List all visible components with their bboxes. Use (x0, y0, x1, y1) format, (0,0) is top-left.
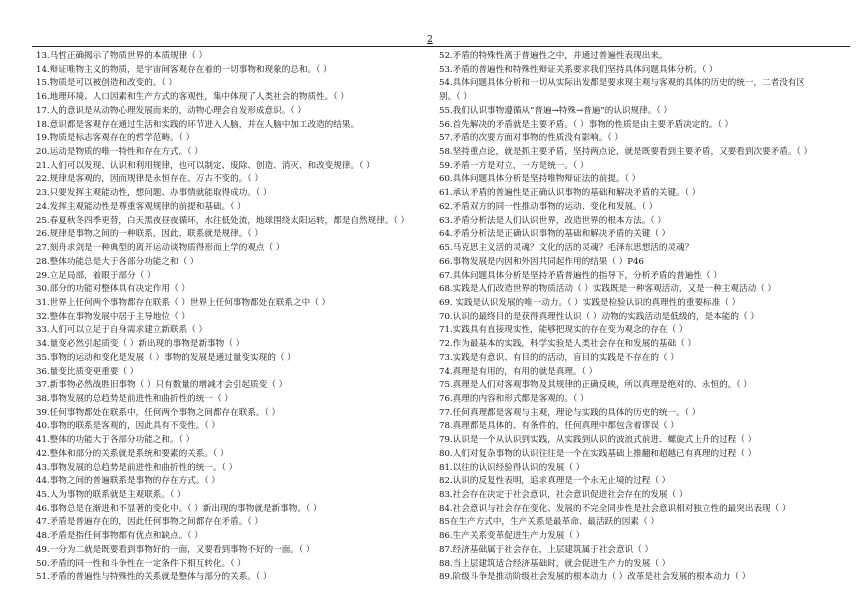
question-line: 85在生产方式中，生产关系是最革命、最活跃的因素（ ） (439, 517, 659, 528)
question-line: 82.认识的反复性表明，追求真理是一个永无止境的过程（ ） (439, 476, 671, 487)
question-line: 88.当上层建筑适合经济基础时，就会促进生产力的发展（ ） (439, 558, 671, 569)
question-line: 68.实践是人们改造世界的物质活动（ ）实践既是一种客观活动，又是一种主观活动（ ） (439, 284, 777, 295)
question-line: 58.坚持重点论，就是抓主要矛盾，坚持两点论，就是既要看到主要矛盾，又要看到次要矛盾。（ ） (439, 147, 813, 158)
question-line: 57.矛盾的次要方面对事物的性质没有影响。（ ） (439, 133, 623, 144)
page-number: 2 (427, 35, 433, 45)
question-line: 27.刻舟求剑是一种典型的离开运动谈物质得形而上学的观点（ ） (36, 243, 285, 254)
question-line: 50.矛盾的同一性和斗争性在一定条件下相互转化。（ ） (36, 558, 246, 569)
question-line: 84.社会意识与社会存在变化、发展的不完全同步性是社会意识相对独立性的最突出表现（ ） (439, 503, 791, 514)
question-line: 74.真理是有用的，有用的就是真理。（ ） (439, 366, 598, 377)
question-line: 24.发挥主观能动性是尊重客观规律的前提和基础。（ ） (36, 201, 246, 212)
question-line: 42.整体和部分的关系就是系统和要素的关系。（ ） (36, 448, 229, 459)
question-line: 83.社会存在决定于社会意识，社会意识促进社会存在的发展（ ） (439, 490, 688, 500)
question-line: 73.实践是有意识、有目的的活动，盲目的实践是不存在的（ ） (439, 352, 679, 363)
question-line: 31.世界上任何两个事物都存在联系（ ）世界上任何事物都处在联系之中（ ） (36, 297, 331, 308)
question-line: 70.认识的最终目的是获得真理性认识（ ）动物的实践活动是低级的，是本能的（ ） (439, 311, 759, 322)
question-line: 81.以往的认识经验得认识的发展（ ） (439, 462, 585, 473)
question-line: 45.人为事物的联系就是主观联系。（ ） (36, 490, 186, 500)
question-line: 75.真理是人们对客观事物及其规律的正确反映，所以真理是绝对的、永恒的。（ ） (439, 380, 752, 391)
question-line: 61.承认矛盾的普遍性是正确认识事物的基础和解决矛盾的关键。（ ） (439, 188, 701, 199)
question-line: 40.事物的联系是客观的，因此具有不变性。（ ） (36, 421, 220, 432)
question-line: 44.事物之间的普遍联系是事物的存在方式。（ ） (36, 476, 220, 487)
question-line: 36.量变比质变更重要（ ） (36, 366, 139, 377)
question-line: 17.人的意识是从动物心理发展而来的，动物心理会自发形成意识。（ ） (36, 105, 306, 116)
question-line: 67.具体问题具体分析是坚持矛盾普遍性的指导下，分析矛盾的普遍性（ ） (439, 270, 722, 281)
question-line: 65.马克思主义活的灵魂？文化的活的灵魂？毛泽东思想活的灵魂？ (439, 243, 694, 254)
question-line: 37.新事物必然战胜旧事物（ ）只有数量的增减才会引起质变（ ） (36, 380, 288, 391)
question-line: 53.矛盾的普遍性和特殊性辩证关系要求我们坚持具体问题具体分析。（ ） (439, 64, 718, 75)
question-line: 71.实践具有直接现实性，能够把现实的存在变为观念的存在（ ） (439, 325, 688, 336)
question-line: 56.首先解决的矛盾就是主要矛盾。（ ）事物的性质是由主要矛盾决定的。（ ） (439, 119, 734, 130)
question-line: 78.真理都是具体的、有条件的，任何真理中都包含着谬误（ ） (439, 421, 679, 432)
question-line: 19.物质是标志客观存在的哲学范畴。（ ） (36, 133, 195, 144)
question-line: 33.人们可以立足于自身需求建立新联系（ ） (36, 325, 208, 336)
question-line: 34.量变必然引起质变（ ）新出现的事物是新事物（ ） (36, 339, 245, 350)
question-line: 52.矛盾的特殊性离于普遍性之中，并通过普遍性表现出来。 (439, 51, 668, 61)
question-line: 62.矛盾双方的同一性推动事物的运动、变化和发展。（ ） (439, 201, 658, 212)
question-line: 21.人们可以发现、认识和利用规律，也可以制定、废除、创造、消灭、和改变规律。（ ） (36, 160, 375, 171)
question-line: 15.物质是可以被创造和改变的。（ ） (36, 78, 178, 89)
question-line: 13.马哲正确揭示了物质世界的本质规律（ ） (36, 51, 208, 61)
question-line: 48.矛盾是指任何事物都有优点和缺点。（ ） (36, 531, 203, 542)
question-line: 46.事物总是在渐进和不显著的变化中。（ ）新出现的事物就是新事物。（ ） (36, 503, 322, 514)
question-line: 39.任何事物都处在联系中，任何两个事物之间都存在联系。（ ） (36, 407, 281, 418)
question-line: 60.具体问题具体分析是坚持唯物辩证法的前提。（ ） (439, 174, 641, 185)
question-line: 22.规律是客观的，因而规律是永恒存在、万古不变的。（ ） (36, 174, 263, 185)
question-line: 72.作为最基本的实践，科学实验是人类社会存在和发展的基础（ ） (439, 339, 697, 350)
question-line: 别。（ ） (439, 92, 472, 103)
question-line: 26.规律是事物之间的一种联系，因此，联系就是规律。（ ） (36, 229, 263, 240)
question-line: 79.认识是一个从认识到实践，从实践到认识的波浪式前进、螺旋式上升的过程（ ） (439, 435, 757, 446)
question-line: 30.部分的功能对整体具有决定作用（ ） (36, 284, 190, 295)
question-line: 80.人们对复杂事物的认识往往是一个在实践基础上推翻和超越已有真理的过程（ ） (439, 448, 757, 459)
question-line: 35.事物的运动和变化是发展（ ）事物的发展是通过量变实现的（ ） (36, 352, 296, 363)
question-line: 38.事物发展的总趋势是前进性和曲折性的统一（ ） (36, 393, 233, 404)
question-line: 51.矛盾的普遍性与特殊性的关系就是整体与部分的关系。（ ） (36, 572, 272, 583)
question-line: 14.辩证唯物主义的物质，是宇宙间客观存在着的一切事物和现象的总和。（ ） (36, 64, 332, 75)
question-line: 43.事物发展的总趋势是前进性和曲折性的统一。（ ） (36, 462, 238, 473)
question-line: 54.具体问题具体分析和一切从实际出发都是要求现主观与客观的具体的历史的统一，二者没有区 (439, 78, 806, 89)
question-line: 87.经济基础属于社会存在，上层建筑属于社会意识（ ） (439, 544, 654, 555)
question-line: 28.整体功能总是大于各部分功能之和（ ） (36, 256, 199, 267)
question-line: 47.矛盾是普遍存在的，因此任何事物之间都存在矛盾。（ ） (36, 517, 263, 528)
question-line: 25.春夏秋冬四季更替，白天黑夜昼夜循环，水往低处流，地球围绕太阳运转，都是自然规律。（ ） (36, 215, 410, 226)
header-rule (32, 46, 850, 47)
question-line: 66.事物发展是内因和外因共同起作用的结果（ ）P46 (439, 256, 644, 267)
question-line: 20.运动是物质的唯一特性和存在方式。（ ） (36, 147, 203, 158)
question-line: 77.任何真理都是客观与主观，理论与实践的具体的历史的统一。（ ） (439, 407, 701, 418)
question-line: 63.矛盾分析法是人们认识世界，改造世界的根本方法。（ ） (439, 215, 666, 226)
question-line: 29.立足局部，着眼于部分（ ） (36, 270, 156, 281)
question-line: 69. 实践是认识发展的唯一动力。（ ）实践是检验认识的真理性的重要标准（ ） (439, 297, 741, 308)
question-line: 16.地理环境、人口因素和生产方式的客观性，集中体现了人类社会的物质性。（ ） (36, 92, 349, 103)
question-line: 18.意识都是客观存在通过生活和实践的环节进入人脑，并在人脑中加工改造的结果。 (36, 119, 360, 130)
question-line: 55.我们认识事物遵循从“普遍→特殊→普遍”的认识规律。（ ） (439, 105, 672, 116)
question-line: 49.一分为二就是既要看到事物好的一面，又要看到事物不好的一面。（ ） (36, 544, 315, 555)
question-line: 41.整体的功能大于各部分功能之和。（ ） (36, 435, 195, 446)
question-line: 23.只要发挥主观能动性，想问题、办事情就能取得成功。（ ） (36, 188, 272, 199)
question-line: 59.矛盾一方是对立，一方是统一。（ ） (439, 160, 589, 171)
left-column (36, 50, 434, 585)
question-line: 76.真理的内容和形式都是客观的。（ ） (439, 393, 589, 404)
right-column (439, 50, 851, 585)
question-line: 89.阶级斗争是推动阶级社会发展的根本动力（ ）改革是社会发展的根本动力（ ） (439, 572, 751, 583)
question-line: 64.矛盾分析法是正确认识事物的基础和解决矛盾的关键（ ） (439, 229, 671, 240)
question-line: 32.整体在事物发展中居于主导地位（ ） (36, 311, 190, 322)
question-line: 86.生产关系变革促进生产力发展（ ） (439, 531, 585, 542)
